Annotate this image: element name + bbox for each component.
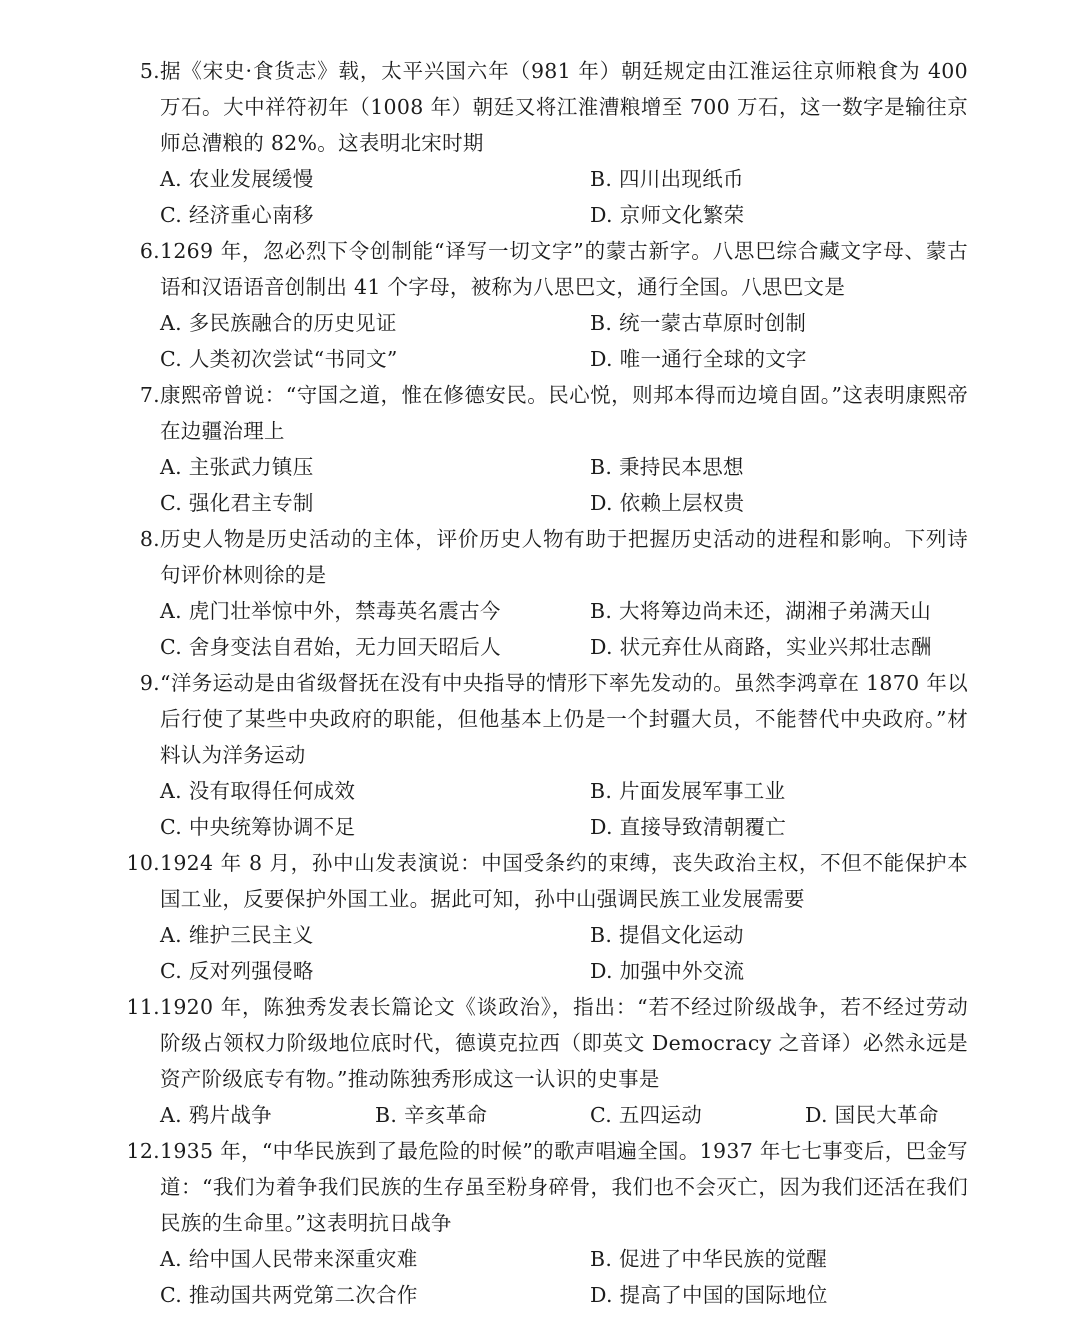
option-a: A. 农业发展缓慢 (160, 167, 314, 191)
question-number: 10. (126, 851, 160, 875)
question-12 (118, 1133, 968, 1313)
question-number: 8. (139, 527, 160, 551)
question-6 (118, 233, 968, 377)
option-b: B. 秉持民本思想 (590, 455, 744, 479)
option-c: C. 推动国共两党第二次合作 (160, 1283, 418, 1307)
option-a: A. 没有取得任何成效 (160, 779, 356, 803)
question-stem: 1920 年，陈独秀发表长篇论文《谈政治》，指出：“若不经过阶级战争，若不经过劳动阶级占领权力阶级地位底时代，德谟克拉西（即英文 Democracy 之音译）必然永远是资产阶级底专有物。”推动陈独秀形成这一认识的史事是 (160, 995, 968, 1091)
options (160, 1241, 968, 1313)
option-c: C. 中央统筹协调不足 (160, 815, 356, 839)
option-b: B. 大将筹边尚未还，湖湘子弟满天山 (590, 599, 931, 623)
question-7 (118, 377, 968, 521)
option-c: C. 反对列强侵略 (160, 959, 314, 983)
question-number: 7. (139, 383, 160, 407)
options (160, 449, 968, 521)
question-number: 6. (139, 239, 160, 263)
options (160, 1097, 968, 1133)
option-a: A. 主张武力镇压 (160, 455, 314, 479)
option-c: C. 舍身变法自君始，无力回天昭后人 (160, 635, 501, 659)
question-11 (118, 989, 968, 1133)
question-stem: 1269 年，忽必烈下令创制能“译写一切文字”的蒙古新字。八思巴综合藏文字母、蒙古语和汉语语音创制出 41 个字母，被称为八思巴文，通行全国。八思巴文是 (160, 239, 968, 299)
option-c: C. 经济重心南移 (160, 203, 314, 227)
question-stem: 康熙帝曾说：“守国之道，惟在修德安民。民心悦，则邦本得而边境自固。”这表明康熙帝在边疆治理上 (160, 383, 968, 443)
options (160, 917, 968, 989)
option-d: D. 唯一通行全球的文字 (590, 347, 807, 371)
option-d: D. 京师文化繁荣 (590, 203, 745, 227)
option-c: C. 五四运动 (590, 1103, 703, 1127)
question-stem: 1935 年，“中华民族到了最危险的时候”的歌声唱遍全国。1937 年七七事变后，巴金写道：“我们为着争我们民族的生存虽至粉身碎骨，我们也不会灭亡，因为我们还活在我们民族的生命里。”这表明抗日战争 (160, 1139, 968, 1235)
question-8 (118, 521, 968, 665)
option-a: A. 虎门壮举惊中外，禁毒英名震古今 (160, 599, 501, 623)
option-a: A. 维护三民主义 (160, 923, 314, 947)
option-a: A. 给中国人民带来深重灾难 (160, 1247, 418, 1271)
option-d: D. 状元弃仕从商路，实业兴邦壮志酬 (590, 635, 932, 659)
question-stem: 1924 年 8 月，孙中山发表演说：中国受条约的束缚，丧失政治主权，不但不能保护本国工业，反要保护外国工业。据此可知，孙中山强调民族工业发展需要 (160, 851, 968, 911)
question-10 (118, 845, 968, 989)
question-9 (118, 665, 968, 845)
option-d: D. 加强中外交流 (590, 959, 745, 983)
option-c: C. 强化君主专制 (160, 491, 314, 515)
option-b: B. 四川出现纸币 (590, 167, 744, 191)
option-a: A. 鸦片战争 (160, 1103, 272, 1127)
question-stem: “洋务运动是由省级督抚在没有中央指导的情形下率先发动的。虽然李鸿章在 1870 年以后行使了某些中央政府的职能，但他基本上仍是一个封疆大员，不能替代中央政府。”材料认为洋务运动 (160, 671, 968, 767)
question-number: 9. (139, 671, 160, 695)
options (160, 305, 968, 377)
question-stem: 历史人物是历史活动的主体，评价历史人物有助于把握历史活动的进程和影响。下列诗句评价林则徐的是 (160, 527, 968, 587)
question-number: 5. (139, 59, 160, 83)
option-d: D. 依赖上层权贵 (590, 491, 745, 515)
question-stem: 据《宋史·食货志》载，太平兴国六年（981 年）朝廷规定由江淮运往京师粮食为 400 万石。大中祥符初年（1008 年）朝廷又将江淮漕粮增至 700 万石，这一数字是输往京师总漕粮的 82%。这表明北宋时期 (160, 59, 968, 155)
option-d: D. 提高了中国的国际地位 (590, 1283, 828, 1307)
option-d: D. 国民大革命 (805, 1103, 939, 1127)
options (160, 593, 968, 665)
option-d: D. 直接导致清朝覆亡 (590, 815, 787, 839)
option-b: B. 统一蒙古草原时创制 (590, 311, 807, 335)
options (160, 161, 968, 233)
options (160, 773, 968, 845)
question-number: 11. (126, 995, 160, 1019)
option-a: A. 多民族融合的历史见证 (160, 311, 397, 335)
option-b: B. 辛亥革命 (375, 1103, 488, 1127)
option-b: B. 提倡文化运动 (590, 923, 744, 947)
question-number: 12. (126, 1139, 160, 1163)
option-b: B. 片面发展军事工业 (590, 779, 786, 803)
option-c: C. 人类初次尝试“书同文” (160, 347, 398, 371)
option-b: B. 促进了中华民族的觉醒 (590, 1247, 827, 1271)
question-5 (118, 53, 968, 233)
